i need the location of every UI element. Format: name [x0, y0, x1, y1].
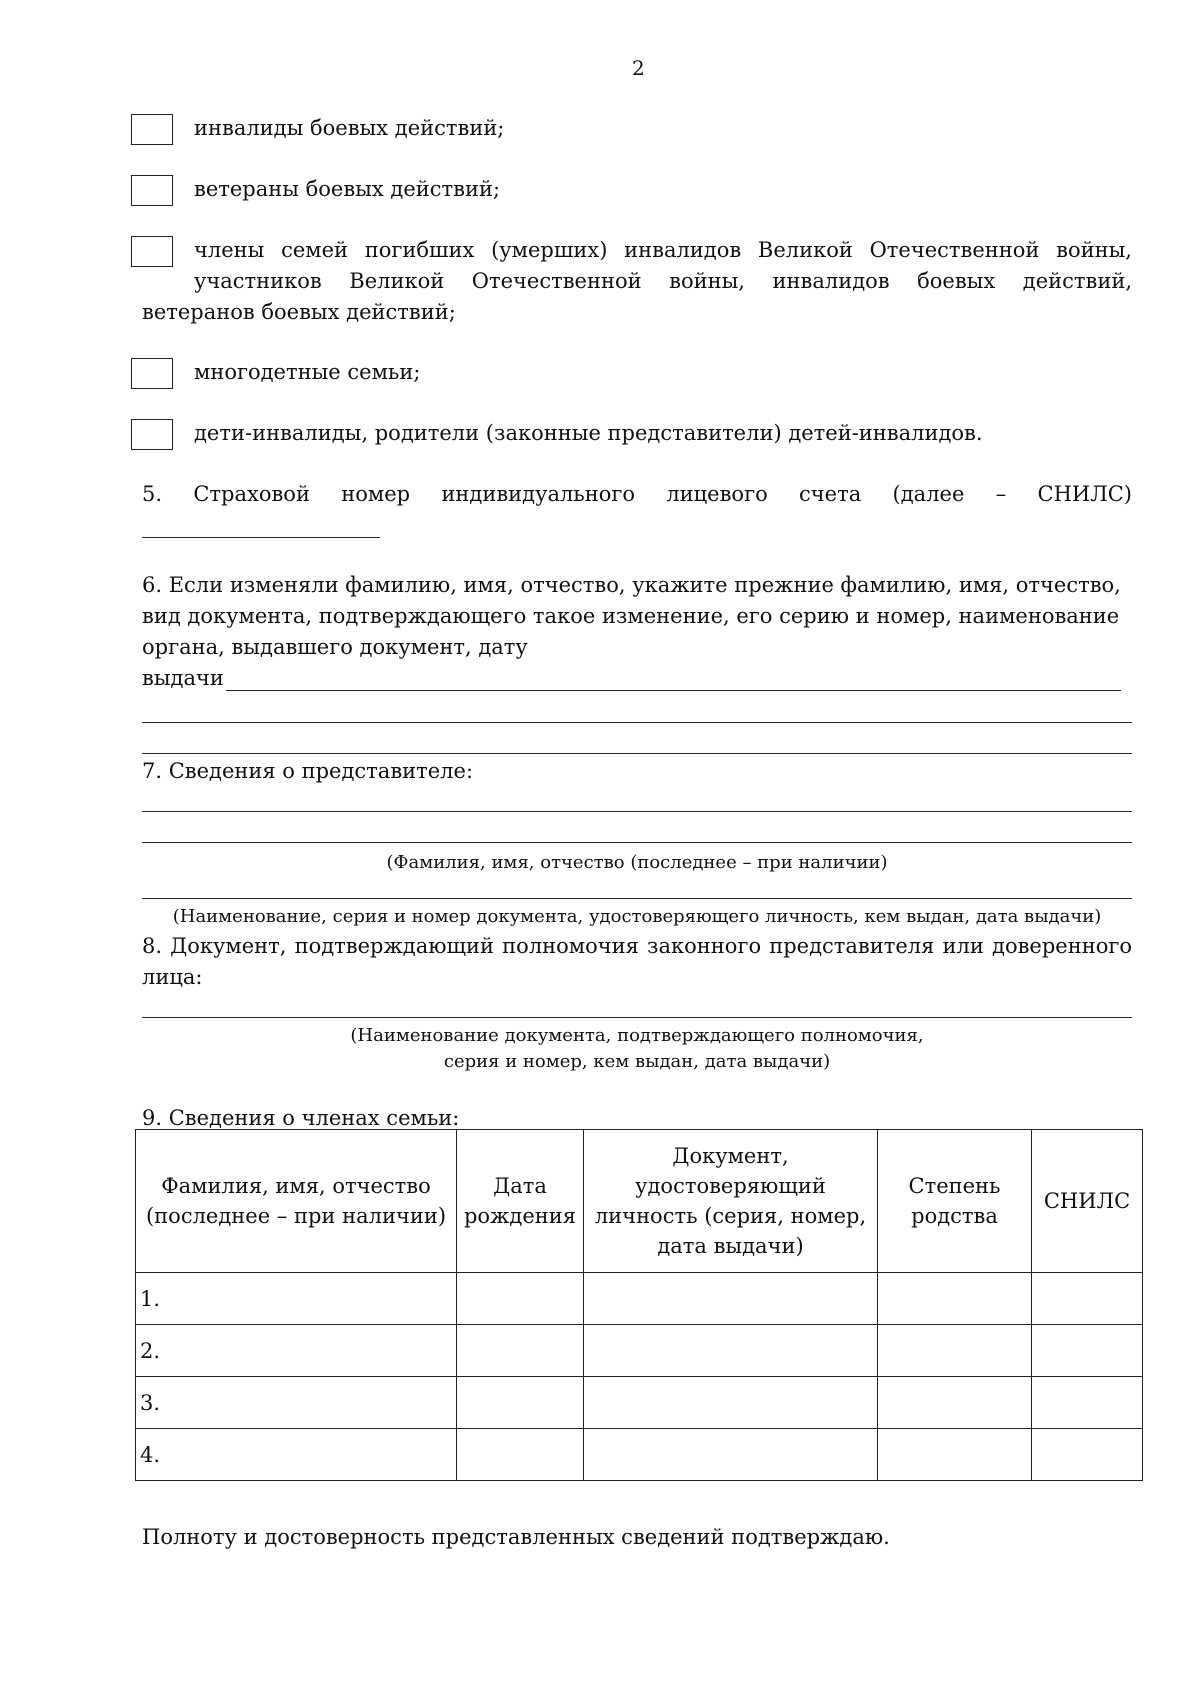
representative-input-line[interactable] [142, 811, 1132, 812]
cell[interactable] [1032, 1325, 1143, 1377]
caption: серия и номер, кем выдан, дата выдачи) [443, 1051, 831, 1072]
table-row [136, 1273, 1143, 1325]
item6-text: 6. Если изменяли фамилию, имя, отчество, укажите прежние фамилию, имя, отчество, [142, 573, 1121, 597]
row-number[interactable]: 1. [136, 1273, 457, 1325]
previous-name-input-line[interactable] [142, 753, 1132, 754]
header-id-document: Документ, удостоверяющий личность (серия, номер, дата выдачи) [584, 1130, 878, 1273]
item9-title: 9. Сведения о членах семьи: [142, 1106, 460, 1130]
checkbox-families-of-deceased[interactable] [131, 236, 173, 267]
previous-name-input-line[interactable] [142, 722, 1132, 723]
cell[interactable] [584, 1429, 878, 1481]
cell[interactable] [457, 1325, 584, 1377]
page-number: 2 [632, 56, 645, 80]
checkbox-large-families[interactable] [131, 358, 173, 389]
item5-text: 5. Страховой номер индивидуального лицевого счета (далее – СНИЛС) [142, 482, 1132, 506]
item8-text: лица: [142, 965, 203, 989]
checkbox-combat-veterans[interactable] [131, 175, 173, 206]
row-number[interactable]: 2. [136, 1325, 457, 1377]
checkbox-combat-invalids[interactable] [131, 114, 173, 145]
cell[interactable] [1032, 1273, 1143, 1325]
representative-document-input-line[interactable] [142, 898, 1132, 899]
cell[interactable] [584, 1377, 878, 1429]
cell[interactable] [878, 1325, 1032, 1377]
cell[interactable] [878, 1273, 1032, 1325]
header-snils: СНИЛС [1032, 1130, 1143, 1273]
cell[interactable] [584, 1273, 878, 1325]
table-row [136, 1429, 1143, 1481]
previous-name-input-line[interactable] [226, 690, 1121, 691]
header-relationship: Степень родства [878, 1130, 1032, 1273]
caption: (Фамилия, имя, отчество (последнее – при наличии) [386, 852, 888, 873]
checkbox-label: многодетные семьи; [194, 360, 421, 384]
representative-name-input-line[interactable] [142, 842, 1132, 843]
checkbox-label: члены семей погибших (умерших) инвалидов Великой Отечественной войны, [194, 238, 1132, 262]
checkbox-disabled-children[interactable] [131, 419, 173, 450]
family-members-table [135, 1129, 1143, 1481]
caption: (Наименование, серия и номер документа, удостоверяющего личность, кем выдан, дата выдачи) [172, 906, 1102, 927]
item6-label: выдачи [142, 666, 224, 690]
checkbox-label: участников Великой Отечественной войны, инвалидов боевых действий, [194, 269, 1132, 293]
table-row [136, 1377, 1143, 1429]
authority-document-input-line[interactable] [142, 1017, 1132, 1018]
item6-text: органа, выдавшего документ, дату [142, 635, 528, 659]
cell[interactable] [1032, 1429, 1143, 1481]
cell[interactable] [457, 1273, 584, 1325]
cell[interactable] [457, 1429, 584, 1481]
row-number[interactable]: 4. [136, 1429, 457, 1481]
table-header-row [136, 1130, 1143, 1273]
table-row [136, 1325, 1143, 1377]
checkbox-label: дети-инвалиды, родители (законные представители) детей-инвалидов. [194, 421, 983, 445]
header-full-name: Фамилия, имя, отчество (последнее – при наличии) [136, 1130, 457, 1273]
cell[interactable] [457, 1377, 584, 1429]
checkbox-label: инвалиды боевых действий; [194, 116, 505, 140]
cell[interactable] [584, 1325, 878, 1377]
header-birth-date: Дата рождения [457, 1130, 584, 1273]
row-number[interactable]: 3. [136, 1377, 457, 1429]
checkbox-label: ветераны боевых действий; [194, 177, 501, 201]
snils-input-line[interactable] [142, 537, 380, 538]
confirmation-text: Полноту и достоверность представленных сведений подтверждаю. [142, 1525, 890, 1549]
cell[interactable] [878, 1429, 1032, 1481]
item8-text: 8. Документ, подтверждающий полномочия законного представителя или доверенного [142, 934, 1132, 958]
item7-title: 7. Сведения о представителе: [142, 759, 474, 783]
checkbox-label: ветеранов боевых действий; [142, 300, 456, 324]
cell[interactable] [878, 1377, 1032, 1429]
cell[interactable] [1032, 1377, 1143, 1429]
caption: (Наименование документа, подтверждающего полномочия, [350, 1025, 924, 1046]
item6-text: вид документа, подтверждающего такое изменение, его серию и номер, наименование [142, 604, 1120, 628]
